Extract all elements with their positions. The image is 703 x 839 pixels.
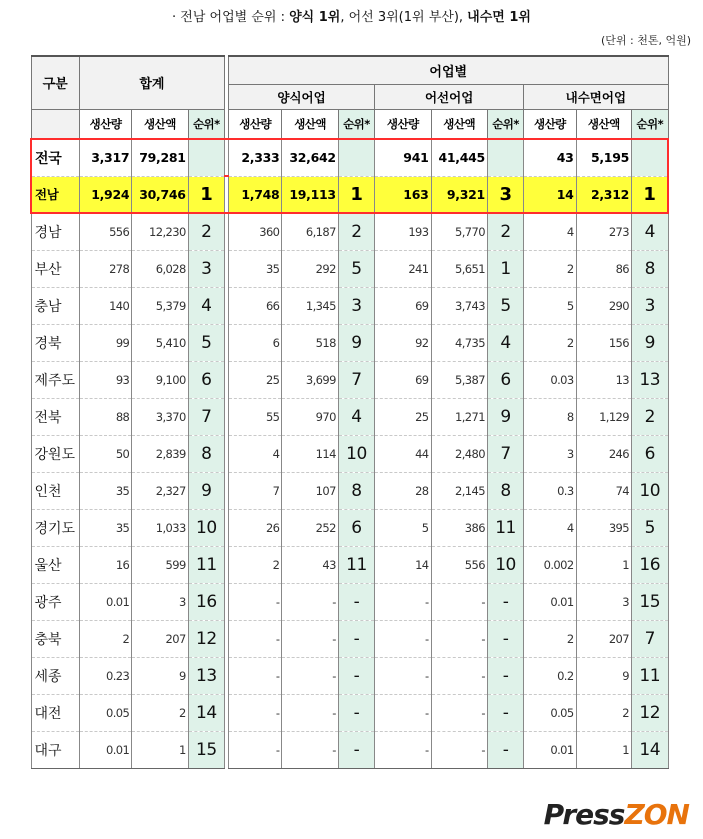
cell-a-v: 1,345 bbox=[282, 287, 338, 324]
cell-t-r: 1 bbox=[188, 176, 224, 213]
cell-i-r: 13 bbox=[632, 361, 669, 398]
cell-i-q: 0.01 bbox=[524, 583, 576, 620]
cell-a-v: 19,113 bbox=[282, 176, 338, 213]
cell-a-r: 1 bbox=[338, 176, 374, 213]
cell-t-r: 16 bbox=[188, 583, 224, 620]
headline-inland-rank: 내수면 1위 bbox=[467, 10, 531, 25]
cell-i-q: 2 bbox=[524, 620, 576, 657]
cell-i-v: 2,312 bbox=[576, 176, 631, 213]
cell-t-q: 140 bbox=[79, 287, 131, 324]
cell-t-q: 0.05 bbox=[79, 694, 131, 731]
headline-middle: , 어선 3위(1위 부산), bbox=[340, 10, 468, 25]
header-total: 합계 bbox=[79, 56, 224, 109]
cell-i-q: 4 bbox=[524, 509, 576, 546]
cell-t-q: 16 bbox=[79, 546, 131, 583]
region-name: 강원도 bbox=[31, 435, 79, 472]
cell-t-v: 207 bbox=[132, 620, 188, 657]
cell-v-v: 2,480 bbox=[431, 435, 487, 472]
cell-a-q: 7 bbox=[228, 472, 281, 509]
cell-t-r: 15 bbox=[188, 731, 224, 768]
cell-v-r: - bbox=[487, 731, 523, 768]
cell-t-v: 6,028 bbox=[132, 250, 188, 287]
cell-v-q: 92 bbox=[375, 324, 431, 361]
cell-v-v: - bbox=[431, 583, 487, 620]
cell-t-v: 5,379 bbox=[132, 287, 188, 324]
cell-a-v: - bbox=[282, 731, 338, 768]
fishery-ranking-table bbox=[30, 55, 669, 769]
cell-v-q: - bbox=[375, 583, 431, 620]
cell-t-r: 4 bbox=[188, 287, 224, 324]
header-blank bbox=[31, 109, 79, 139]
cell-i-q: 3 bbox=[524, 435, 576, 472]
cell-a-q: 4 bbox=[228, 435, 281, 472]
cell-v-q: 25 bbox=[375, 398, 431, 435]
cell-t-q: 50 bbox=[79, 435, 131, 472]
presszon-logo: PressZON bbox=[543, 798, 689, 831]
cell-v-q: 193 bbox=[375, 213, 431, 250]
headline-prefix: · 전남 어업별 순위 : bbox=[172, 10, 290, 25]
table-row bbox=[31, 176, 668, 213]
cell-a-r: 9 bbox=[338, 324, 374, 361]
header-vessel: 어선어업 bbox=[375, 84, 524, 109]
cell-t-r: 6 bbox=[188, 361, 224, 398]
cell-a-v: 292 bbox=[282, 250, 338, 287]
region-name: 대구 bbox=[31, 731, 79, 768]
cell-t-r: 11 bbox=[188, 546, 224, 583]
cell-a-q: - bbox=[228, 583, 281, 620]
cell-i-v: 1 bbox=[576, 731, 631, 768]
cell-a-r: - bbox=[338, 694, 374, 731]
cell-v-q: 941 bbox=[375, 139, 431, 176]
cell-a-q: - bbox=[228, 694, 281, 731]
cell-v-r: 9 bbox=[487, 398, 523, 435]
cell-i-q: 2 bbox=[524, 324, 576, 361]
cell-i-q: 5 bbox=[524, 287, 576, 324]
table-row bbox=[31, 287, 668, 324]
cell-a-r: 5 bbox=[338, 250, 374, 287]
cell-i-v: 5,195 bbox=[576, 139, 631, 176]
cell-t-v: 12,230 bbox=[132, 213, 188, 250]
cell-v-r: 7 bbox=[487, 435, 523, 472]
cell-t-q: 35 bbox=[79, 472, 131, 509]
cell-v-v: 5,651 bbox=[431, 250, 487, 287]
header-group: 구분 bbox=[31, 56, 79, 109]
cell-v-r: - bbox=[487, 583, 523, 620]
cell-i-r: 3 bbox=[632, 287, 669, 324]
cell-a-v: 970 bbox=[282, 398, 338, 435]
cell-i-r: 14 bbox=[632, 731, 669, 768]
cell-v-v: 5,770 bbox=[431, 213, 487, 250]
cell-t-q: 0.01 bbox=[79, 583, 131, 620]
cell-v-r bbox=[487, 139, 523, 176]
cell-t-r: 12 bbox=[188, 620, 224, 657]
cell-v-r: 1 bbox=[487, 250, 523, 287]
cell-v-v: 2,145 bbox=[431, 472, 487, 509]
cell-t-v: 5,410 bbox=[132, 324, 188, 361]
cell-t-v: 2,839 bbox=[132, 435, 188, 472]
cell-v-q: 69 bbox=[375, 361, 431, 398]
cell-t-q: 3,317 bbox=[79, 139, 131, 176]
subheader-qty: 생산량 bbox=[79, 109, 131, 139]
cell-t-q: 93 bbox=[79, 361, 131, 398]
cell-v-v: 41,445 bbox=[431, 139, 487, 176]
cell-v-r: - bbox=[487, 694, 523, 731]
cell-a-q: 26 bbox=[228, 509, 281, 546]
cell-t-q: 99 bbox=[79, 324, 131, 361]
cell-i-v: 395 bbox=[576, 509, 631, 546]
cell-i-v: 1,129 bbox=[576, 398, 631, 435]
cell-t-v: 1,033 bbox=[132, 509, 188, 546]
cell-v-v: - bbox=[431, 731, 487, 768]
cell-a-v: 252 bbox=[282, 509, 338, 546]
subheader-value: 생산액 bbox=[431, 109, 487, 139]
region-name: 부산 bbox=[31, 250, 79, 287]
cell-a-r: - bbox=[338, 583, 374, 620]
table-body bbox=[31, 139, 668, 768]
region-name: 인천 bbox=[31, 472, 79, 509]
cell-t-r bbox=[188, 139, 224, 176]
cell-v-v: 4,735 bbox=[431, 324, 487, 361]
cell-i-v: 156 bbox=[576, 324, 631, 361]
cell-v-r: 10 bbox=[487, 546, 523, 583]
cell-t-q: 278 bbox=[79, 250, 131, 287]
cell-v-r: - bbox=[487, 657, 523, 694]
cell-i-v: 246 bbox=[576, 435, 631, 472]
cell-i-q: 4 bbox=[524, 213, 576, 250]
cell-v-q: 28 bbox=[375, 472, 431, 509]
cell-a-v: - bbox=[282, 694, 338, 731]
cell-i-v: 273 bbox=[576, 213, 631, 250]
cell-t-q: 0.23 bbox=[79, 657, 131, 694]
cell-t-r: 7 bbox=[188, 398, 224, 435]
cell-a-q: 66 bbox=[228, 287, 281, 324]
region-name: 제주도 bbox=[31, 361, 79, 398]
cell-i-q: 8 bbox=[524, 398, 576, 435]
cell-i-v: 13 bbox=[576, 361, 631, 398]
cell-t-v: 30,746 bbox=[132, 176, 188, 213]
cell-v-v: - bbox=[431, 694, 487, 731]
cell-i-r: 1 bbox=[632, 176, 669, 213]
cell-i-q: 0.2 bbox=[524, 657, 576, 694]
table-row bbox=[31, 546, 668, 583]
region-name: 세종 bbox=[31, 657, 79, 694]
cell-a-q: 55 bbox=[228, 398, 281, 435]
cell-v-v: - bbox=[431, 620, 487, 657]
cell-a-q: 360 bbox=[228, 213, 281, 250]
region-name: 충북 bbox=[31, 620, 79, 657]
subheader-value: 생산액 bbox=[132, 109, 188, 139]
table-row bbox=[31, 435, 668, 472]
cell-v-v: 386 bbox=[431, 509, 487, 546]
table-row bbox=[31, 731, 668, 768]
cell-v-q: - bbox=[375, 731, 431, 768]
cell-i-q: 0.03 bbox=[524, 361, 576, 398]
subheader-value: 생산액 bbox=[576, 109, 631, 139]
cell-i-r bbox=[632, 139, 669, 176]
cell-a-q: - bbox=[228, 731, 281, 768]
subheader-rank: 순위* bbox=[338, 109, 374, 139]
region-name: 전북 bbox=[31, 398, 79, 435]
cell-i-r: 16 bbox=[632, 546, 669, 583]
cell-v-r: 6 bbox=[487, 361, 523, 398]
cell-a-r: 8 bbox=[338, 472, 374, 509]
cell-v-v: 5,387 bbox=[431, 361, 487, 398]
cell-i-r: 2 bbox=[632, 398, 669, 435]
cell-v-v: 9,321 bbox=[431, 176, 487, 213]
header-aqua: 양식어업 bbox=[228, 84, 374, 109]
table-row bbox=[31, 694, 668, 731]
cell-a-q: - bbox=[228, 620, 281, 657]
cell-i-v: 86 bbox=[576, 250, 631, 287]
cell-a-v: 32,642 bbox=[282, 139, 338, 176]
cell-a-v: 114 bbox=[282, 435, 338, 472]
cell-t-v: 3 bbox=[132, 583, 188, 620]
cell-i-q: 0.002 bbox=[524, 546, 576, 583]
cell-v-q: - bbox=[375, 657, 431, 694]
cell-a-v: 518 bbox=[282, 324, 338, 361]
table-row bbox=[31, 213, 668, 250]
table-row bbox=[31, 139, 668, 176]
cell-i-v: 1 bbox=[576, 546, 631, 583]
cell-a-v: - bbox=[282, 620, 338, 657]
cell-i-r: 8 bbox=[632, 250, 669, 287]
cell-i-v: 74 bbox=[576, 472, 631, 509]
cell-a-r: 7 bbox=[338, 361, 374, 398]
region-name: 전남 bbox=[31, 176, 79, 213]
cell-a-r bbox=[338, 139, 374, 176]
cell-t-r: 5 bbox=[188, 324, 224, 361]
cell-a-q: 2 bbox=[228, 546, 281, 583]
cell-t-v: 9 bbox=[132, 657, 188, 694]
cell-t-q: 2 bbox=[79, 620, 131, 657]
cell-v-v: - bbox=[431, 657, 487, 694]
cell-a-q: 1,748 bbox=[228, 176, 281, 213]
table-row bbox=[31, 398, 668, 435]
cell-v-q: 69 bbox=[375, 287, 431, 324]
cell-i-q: 14 bbox=[524, 176, 576, 213]
cell-i-q: 43 bbox=[524, 139, 576, 176]
cell-t-r: 10 bbox=[188, 509, 224, 546]
cell-t-r: 9 bbox=[188, 472, 224, 509]
cell-t-r: 14 bbox=[188, 694, 224, 731]
cell-t-r: 2 bbox=[188, 213, 224, 250]
cell-i-r: 9 bbox=[632, 324, 669, 361]
cell-v-r: 8 bbox=[487, 472, 523, 509]
cell-a-v: 3,699 bbox=[282, 361, 338, 398]
cell-a-v: 107 bbox=[282, 472, 338, 509]
cell-v-r: 3 bbox=[487, 176, 523, 213]
subheader-rank: 순위* bbox=[188, 109, 224, 139]
table-row bbox=[31, 361, 668, 398]
cell-a-r: 3 bbox=[338, 287, 374, 324]
cell-i-r: 4 bbox=[632, 213, 669, 250]
cell-a-v: 6,187 bbox=[282, 213, 338, 250]
subheader-qty: 생산량 bbox=[524, 109, 576, 139]
cell-a-q: - bbox=[228, 657, 281, 694]
cell-a-r: 2 bbox=[338, 213, 374, 250]
cell-t-r: 13 bbox=[188, 657, 224, 694]
cell-v-r: 4 bbox=[487, 324, 523, 361]
subheader-qty: 생산량 bbox=[375, 109, 431, 139]
cell-i-v: 207 bbox=[576, 620, 631, 657]
cell-a-q: 25 bbox=[228, 361, 281, 398]
cell-t-r: 3 bbox=[188, 250, 224, 287]
cell-i-r: 12 bbox=[632, 694, 669, 731]
cell-i-r: 6 bbox=[632, 435, 669, 472]
cell-i-v: 290 bbox=[576, 287, 631, 324]
table-row bbox=[31, 324, 668, 361]
cell-a-r: 11 bbox=[338, 546, 374, 583]
cell-i-r: 15 bbox=[632, 583, 669, 620]
cell-i-q: 0.05 bbox=[524, 694, 576, 731]
table-row bbox=[31, 250, 668, 287]
cell-v-q: - bbox=[375, 694, 431, 731]
region-name: 충남 bbox=[31, 287, 79, 324]
cell-v-r: 5 bbox=[487, 287, 523, 324]
cell-t-v: 9,100 bbox=[132, 361, 188, 398]
cell-a-q: 2,333 bbox=[228, 139, 281, 176]
cell-v-q: 44 bbox=[375, 435, 431, 472]
subheader-rank: 순위* bbox=[632, 109, 669, 139]
cell-t-v: 2 bbox=[132, 694, 188, 731]
cell-a-r: 6 bbox=[338, 509, 374, 546]
cell-t-q: 556 bbox=[79, 213, 131, 250]
unit-note: (단위 : 천톤, 억원) bbox=[600, 34, 691, 47]
table-row bbox=[31, 509, 668, 546]
header-by-type: 어업별 bbox=[228, 56, 668, 84]
cell-v-v: 1,271 bbox=[431, 398, 487, 435]
cell-a-v: 43 bbox=[282, 546, 338, 583]
subheader-value: 생산액 bbox=[282, 109, 338, 139]
cell-a-r: - bbox=[338, 620, 374, 657]
cell-v-r: 2 bbox=[487, 213, 523, 250]
cell-t-v: 599 bbox=[132, 546, 188, 583]
cell-t-v: 1 bbox=[132, 731, 188, 768]
header-inland: 내수면어업 bbox=[524, 84, 668, 109]
cell-a-v: - bbox=[282, 657, 338, 694]
cell-a-r: - bbox=[338, 657, 374, 694]
cell-a-r: 4 bbox=[338, 398, 374, 435]
cell-v-r: - bbox=[487, 620, 523, 657]
cell-a-q: 6 bbox=[228, 324, 281, 361]
cell-i-r: 11 bbox=[632, 657, 669, 694]
cell-t-q: 1,924 bbox=[79, 176, 131, 213]
cell-t-v: 79,281 bbox=[132, 139, 188, 176]
cell-a-r: 10 bbox=[338, 435, 374, 472]
region-name: 대전 bbox=[31, 694, 79, 731]
region-name: 울산 bbox=[31, 546, 79, 583]
region-name: 경기도 bbox=[31, 509, 79, 546]
cell-i-q: 0.01 bbox=[524, 731, 576, 768]
cell-t-q: 35 bbox=[79, 509, 131, 546]
cell-i-r: 5 bbox=[632, 509, 669, 546]
subheader-rank: 순위* bbox=[487, 109, 523, 139]
cell-i-v: 2 bbox=[576, 694, 631, 731]
cell-v-q: 163 bbox=[375, 176, 431, 213]
cell-v-v: 556 bbox=[431, 546, 487, 583]
cell-i-q: 0.3 bbox=[524, 472, 576, 509]
cell-v-r: 11 bbox=[487, 509, 523, 546]
cell-v-q: 5 bbox=[375, 509, 431, 546]
cell-a-v: - bbox=[282, 583, 338, 620]
cell-t-r: 8 bbox=[188, 435, 224, 472]
cell-t-q: 0.01 bbox=[79, 731, 131, 768]
headline bbox=[0, 6, 703, 25]
table-row bbox=[31, 657, 668, 694]
cell-i-r: 7 bbox=[632, 620, 669, 657]
region-name: 경남 bbox=[31, 213, 79, 250]
cell-i-q: 2 bbox=[524, 250, 576, 287]
cell-v-v: 3,743 bbox=[431, 287, 487, 324]
cell-t-q: 88 bbox=[79, 398, 131, 435]
cell-t-v: 2,327 bbox=[132, 472, 188, 509]
region-name: 전국 bbox=[31, 139, 79, 176]
subheader-qty: 생산량 bbox=[228, 109, 281, 139]
table-row bbox=[31, 472, 668, 509]
table-row bbox=[31, 620, 668, 657]
region-name: 광주 bbox=[31, 583, 79, 620]
cell-a-r: - bbox=[338, 731, 374, 768]
cell-v-q: - bbox=[375, 620, 431, 657]
cell-v-q: 14 bbox=[375, 546, 431, 583]
cell-i-r: 10 bbox=[632, 472, 669, 509]
region-name: 경북 bbox=[31, 324, 79, 361]
table-row bbox=[31, 583, 668, 620]
cell-i-v: 9 bbox=[576, 657, 631, 694]
cell-v-q: 241 bbox=[375, 250, 431, 287]
cell-a-q: 35 bbox=[228, 250, 281, 287]
headline-aqua-rank: 양식 1위 bbox=[289, 10, 341, 25]
cell-t-v: 3,370 bbox=[132, 398, 188, 435]
cell-i-v: 3 bbox=[576, 583, 631, 620]
